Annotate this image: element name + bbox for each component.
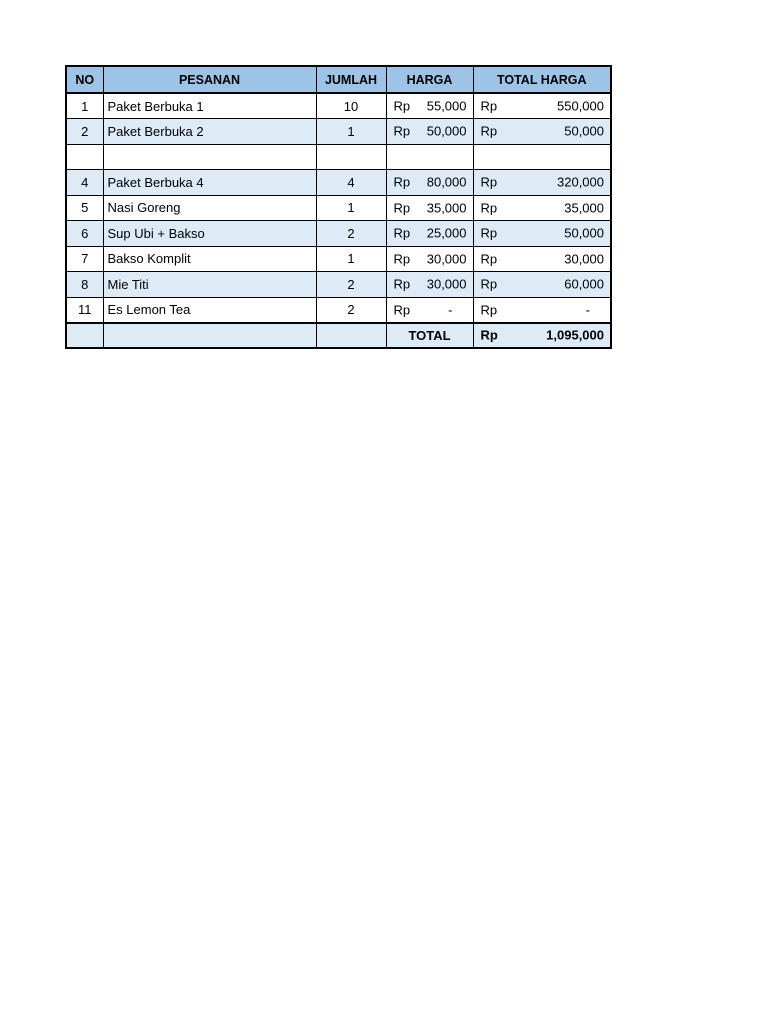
cell-total-harga xyxy=(473,272,611,298)
currency-label: Rp xyxy=(480,200,498,216)
cell-jumlah xyxy=(316,144,386,170)
currency-label: Rp xyxy=(480,327,498,343)
header-no: NO xyxy=(66,66,103,93)
header-harga: HARGA xyxy=(386,66,473,93)
cell-jumlah: 2 xyxy=(316,221,386,247)
cell-harga xyxy=(386,170,473,196)
amount: 550,000 xyxy=(557,98,604,114)
cell-harga xyxy=(386,144,473,170)
currency-label: Rp xyxy=(393,302,411,317)
header-pesanan: PESANAN xyxy=(103,66,316,93)
header-total-harga: TOTAL HARGA xyxy=(473,66,611,93)
cell-no: 5 xyxy=(66,195,103,221)
order-table xyxy=(65,65,612,349)
currency-label: Rp xyxy=(480,251,498,267)
grand-total-cell xyxy=(473,323,611,349)
currency-label: Rp xyxy=(393,276,411,292)
header-row xyxy=(66,66,611,93)
currency-label: Rp xyxy=(393,200,411,216)
cell-empty xyxy=(103,323,316,349)
table-row xyxy=(66,93,611,119)
currency-label: Rp xyxy=(393,251,411,267)
cell-harga xyxy=(386,272,473,298)
cell-pesanan: Mie Titi xyxy=(103,272,316,298)
currency-label: Rp xyxy=(480,302,498,317)
grand-total-amount: 1,095,000 xyxy=(546,327,604,343)
cell-total-harga xyxy=(473,221,611,247)
amount: 320,000 xyxy=(557,174,604,190)
cell-no: 8 xyxy=(66,272,103,298)
cell-no: 1 xyxy=(66,93,103,119)
table-row xyxy=(66,297,611,323)
cell-pesanan: Paket Berbuka 2 xyxy=(103,119,316,145)
cell-jumlah: 4 xyxy=(316,170,386,196)
currency-label: Rp xyxy=(393,225,411,241)
currency-label: Rp xyxy=(393,98,411,114)
cell-harga xyxy=(386,297,473,323)
cell-pesanan: Bakso Komplit xyxy=(103,246,316,272)
cell-harga xyxy=(386,93,473,119)
table-row xyxy=(66,170,611,196)
currency-label: Rp xyxy=(480,98,498,114)
table-row xyxy=(66,144,611,170)
amount: 50,000 xyxy=(426,123,467,139)
amount: 35,000 xyxy=(564,200,604,216)
table-row xyxy=(66,221,611,247)
header-jumlah: JUMLAH xyxy=(316,66,386,93)
currency-label: Rp xyxy=(480,174,498,190)
cell-harga xyxy=(386,221,473,247)
amount: 50,000 xyxy=(564,123,604,139)
cell-jumlah: 1 xyxy=(316,119,386,145)
amount: 55,000 xyxy=(426,98,467,114)
currency-label: Rp xyxy=(480,225,498,241)
cell-pesanan: Sup Ubi + Bakso xyxy=(103,221,316,247)
amount: - xyxy=(448,302,453,317)
amount: - xyxy=(585,302,590,317)
currency-label: Rp xyxy=(393,123,411,139)
currency-label: Rp xyxy=(480,276,498,292)
cell-pesanan: Es Lemon Tea xyxy=(103,297,316,323)
amount: 60,000 xyxy=(564,276,604,292)
amount: 30,000 xyxy=(426,251,467,267)
currency-label: Rp xyxy=(393,174,411,190)
cell-harga xyxy=(386,246,473,272)
cell-jumlah: 1 xyxy=(316,195,386,221)
cell-harga xyxy=(386,119,473,145)
cell-jumlah: 10 xyxy=(316,93,386,119)
cell-empty xyxy=(66,323,103,349)
cell-total-harga xyxy=(473,93,611,119)
cell-total-harga xyxy=(473,297,611,323)
amount: 35,000 xyxy=(426,200,467,216)
cell-pesanan xyxy=(103,144,316,170)
cell-empty xyxy=(316,323,386,349)
cell-pesanan: Paket Berbuka 4 xyxy=(103,170,316,196)
cell-harga xyxy=(386,195,473,221)
cell-no: 11 xyxy=(66,297,103,323)
cell-no: 6 xyxy=(66,221,103,247)
cell-pesanan: Nasi Goreng xyxy=(103,195,316,221)
currency-label: Rp xyxy=(480,123,498,139)
total-label: TOTAL xyxy=(386,323,473,349)
cell-total-harga xyxy=(473,170,611,196)
cell-total-harga xyxy=(473,195,611,221)
cell-total-harga xyxy=(473,246,611,272)
cell-no: 7 xyxy=(66,246,103,272)
cell-total-harga xyxy=(473,119,611,145)
table-row xyxy=(66,119,611,145)
table-row xyxy=(66,195,611,221)
amount: 30,000 xyxy=(426,276,467,292)
amount: 80,000 xyxy=(426,174,467,190)
amount: 30,000 xyxy=(564,251,604,267)
total-row xyxy=(66,323,611,349)
cell-no: 4 xyxy=(66,170,103,196)
cell-jumlah: 2 xyxy=(316,272,386,298)
table-row xyxy=(66,246,611,272)
cell-jumlah: 1 xyxy=(316,246,386,272)
cell-jumlah: 2 xyxy=(316,297,386,323)
amount: 50,000 xyxy=(564,225,604,241)
cell-total-harga xyxy=(473,144,611,170)
table-row xyxy=(66,272,611,298)
cell-no: 2 xyxy=(66,119,103,145)
cell-pesanan: Paket Berbuka 1 xyxy=(103,93,316,119)
cell-no xyxy=(66,144,103,170)
amount: 25,000 xyxy=(426,225,467,241)
